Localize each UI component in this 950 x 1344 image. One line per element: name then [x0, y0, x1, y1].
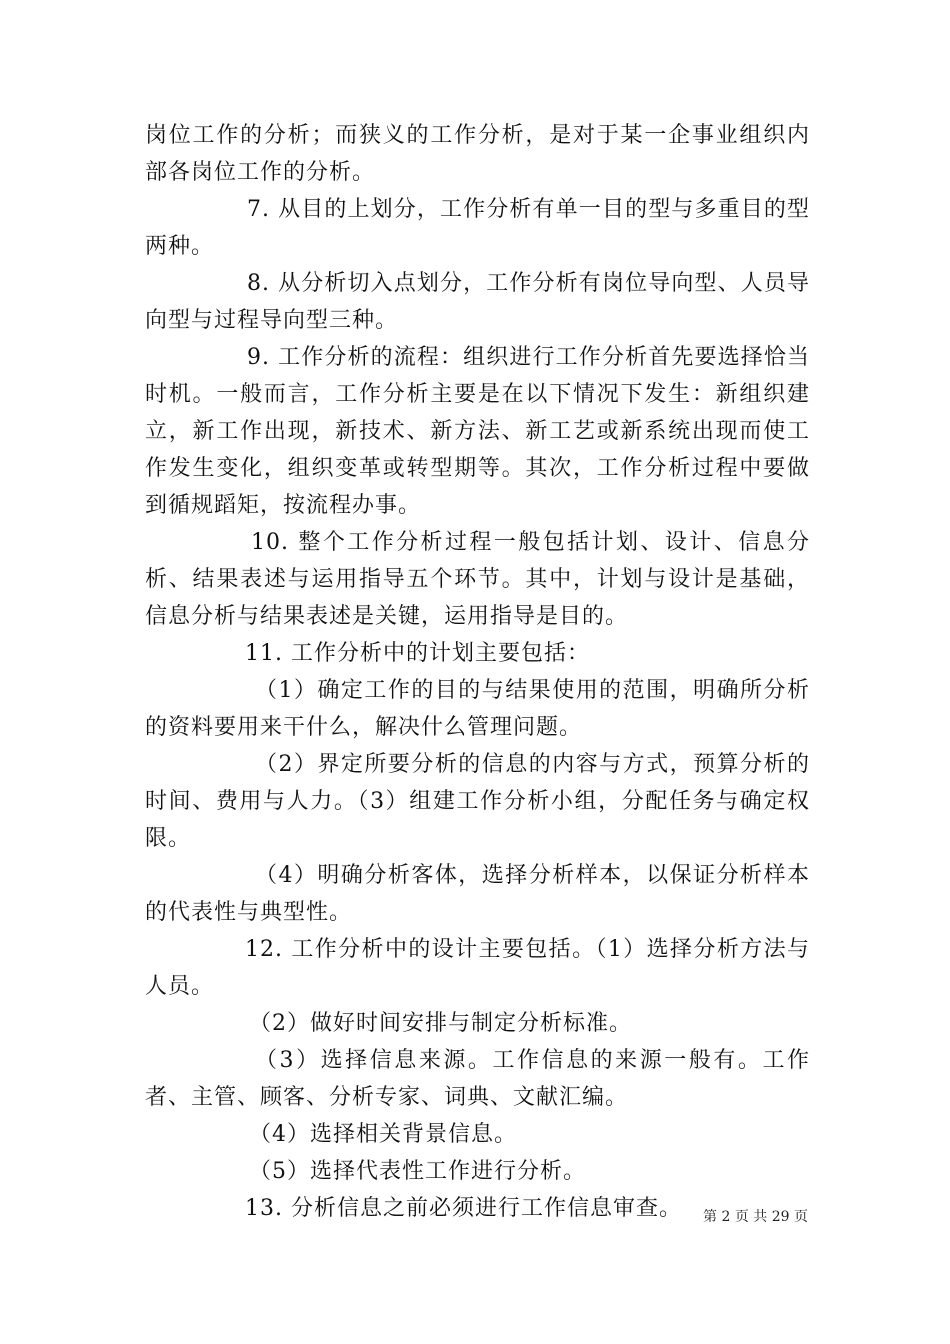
paragraph-item-11-4: （4）明确分析客体，选择分析样本，以保证分析样本的代表性与典型性。: [145, 863, 810, 925]
paragraph-item-12: 12. 工作分析中的设计主要包括。（1）选择分析方法与人员。: [145, 937, 810, 999]
paragraph-item-11: 11. 工作分析中的计划主要包括：: [245, 641, 590, 666]
paragraph-item-11-1: （1）确定工作的目的与结果使用的范围，明确所分析的资料要用来干什么，解决什么管理问题。: [145, 678, 810, 740]
paragraph-item-11-2-3: （2）界定所要分析的信息的内容与方式，预算分析的时间、费用与人力。（3）组建工作分析小组，分配任务与确定权限。: [145, 752, 810, 851]
paragraph-continuation: 岗位工作的分析；而狭义的工作分析，是对于某一企事业组织内部各岗位工作的分析。: [145, 123, 810, 185]
paragraph-item-13: 13. 分析信息之前必须进行工作信息审查。: [245, 1196, 682, 1221]
paragraph-item-9: 9. 工作分析的流程：组织进行工作分析首先要选择恰当时机。一般而言，工作分析主要是在以下情况下发生：新组织建立，新工作出现，新技术、新方法、新工艺或新系统出现而使工作发生变化，组织变革或转型期等。其次，工作分析过程中要做到循规蹈矩，按流程办事。: [145, 345, 810, 518]
paragraph-item-8: 8. 从分析切入点划分，工作分析有岗位导向型、人员导向型与过程导向型三种。: [145, 271, 810, 333]
paragraph-item-12-2: （2）做好时间安排与制定分析标准。: [249, 1011, 632, 1036]
paragraph-item-12-5: （5）选择代表性工作进行分析。: [249, 1159, 586, 1184]
paragraph-item-12-3: （3）选择信息来源。工作信息的来源一般有。工作者、主管、顾客、分析专家、词典、文献汇编。: [145, 1048, 810, 1110]
paragraph-item-7: 7. 从目的上划分，工作分析有单一目的型与多重目的型两种。: [145, 197, 810, 259]
document-body: [145, 117, 810, 1227]
page-number-footer: 第 2 页 共 29 页: [703, 1209, 808, 1225]
paragraph-item-12-4: （4）选择相关背景信息。: [249, 1122, 517, 1147]
paragraph-item-10: 10. 整个工作分析过程一般包括计划、设计、信息分析、结果表述与运用指导五个环节。其中，计划与设计是基础，信息分析与结果表述是关键，运用指导是目的。: [145, 530, 810, 629]
